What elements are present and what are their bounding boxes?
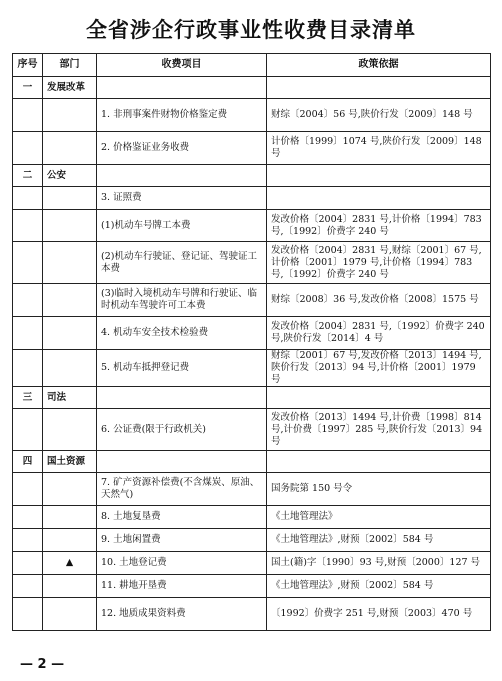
row-number-cell [13, 242, 43, 284]
policy-basis: 国土(籍)字〔1990〕93 号,财预〔2000〕127 号 [267, 552, 491, 575]
table-row [13, 99, 491, 132]
row-dept-cell [43, 242, 97, 284]
fee-item: 5. 机动车抵押登记费 [97, 350, 267, 387]
row-dept-cell [43, 132, 97, 165]
row-number-cell [13, 506, 43, 529]
header-dept: 部门 [43, 54, 97, 77]
fee-item: 9. 土地闲置费 [97, 529, 267, 552]
table-body [13, 77, 491, 631]
policy-basis: 《土地管理法》,财预〔2002〕584 号 [267, 529, 491, 552]
policy-basis: 国务院第 150 号令 [267, 473, 491, 506]
row-number-cell [13, 552, 43, 575]
section-number: 四 [13, 451, 43, 473]
fee-item: 4. 机动车安全技术检验费 [97, 317, 267, 350]
table-row [13, 409, 491, 451]
policy-basis: 财综〔2008〕36 号,发改价格〔2008〕1575 号 [267, 284, 491, 317]
table-header-row [13, 54, 491, 77]
triangle-mark-icon: ▲ [43, 552, 97, 575]
row-number-cell [13, 210, 43, 242]
header-item: 收费项目 [97, 54, 267, 77]
section-basis-cell [267, 165, 491, 187]
policy-basis: 财综〔2004〕56 号,陕价行发〔2009〕148 号 [267, 99, 491, 132]
table-row [13, 552, 491, 575]
section-item-cell [97, 387, 267, 409]
row-dept-cell [43, 317, 97, 350]
fee-item: 11. 耕地开垦费 [97, 575, 267, 598]
row-number-cell [13, 284, 43, 317]
row-dept-cell [43, 210, 97, 242]
table-row [13, 210, 491, 242]
row-dept-cell [43, 99, 97, 132]
policy-basis: 财综〔2001〕67 号,发改价格〔2013〕1494 号,陕价行发〔2013〕94 号,计价格〔2001〕1979 号 [267, 350, 491, 387]
policy-basis: 《土地管理法》 [267, 506, 491, 529]
page-number: — 2 — [20, 657, 65, 672]
section-item-cell [97, 77, 267, 99]
section-item-cell [97, 165, 267, 187]
fee-item: (1)机动车号牌工本费 [97, 210, 267, 242]
fee-item: 3. 证照费 [97, 187, 267, 210]
policy-basis: 发改价格〔2004〕2831 号,〔1992〕价费字 240 号,陕价行发〔2014〕4 号 [267, 317, 491, 350]
section-row [13, 451, 491, 473]
section-basis-cell [267, 451, 491, 473]
fee-item: 2. 价格鉴证业务收费 [97, 132, 267, 165]
fee-item: (2)机动车行驶证、登记证、驾驶证工本费 [97, 242, 267, 284]
fee-item: 7. 矿产资源补偿费(不含煤炭、原油、天然气) [97, 473, 267, 506]
row-number-cell [13, 575, 43, 598]
table-row [13, 132, 491, 165]
row-number-cell [13, 350, 43, 387]
table-row [13, 350, 491, 387]
row-number-cell [13, 409, 43, 451]
table-row [13, 575, 491, 598]
table-row [13, 284, 491, 317]
section-dept: 发展改革 [43, 77, 97, 99]
policy-basis: 发改价格〔2004〕2831 号,财综〔2001〕67 号,计价格〔2001〕1979 号,计价格〔1994〕783 号,〔1992〕价费字 240 号 [267, 242, 491, 284]
table-row [13, 473, 491, 506]
fee-item: 10. 土地登记费 [97, 552, 267, 575]
row-dept-cell [43, 284, 97, 317]
section-number: 三 [13, 387, 43, 409]
row-dept-cell [43, 473, 97, 506]
header-basis: 政策依据 [267, 54, 491, 77]
policy-basis: 《土地管理法》,财预〔2002〕584 号 [267, 575, 491, 598]
fee-item: 1. 非刑事案件财物价格鉴定费 [97, 99, 267, 132]
section-number: 一 [13, 77, 43, 99]
section-dept: 公安 [43, 165, 97, 187]
policy-basis: 计价格〔1999〕1074 号,陕价行发〔2009〕148 号 [267, 132, 491, 165]
fee-table [12, 53, 491, 631]
table-row [13, 317, 491, 350]
section-dept: 司法 [43, 387, 97, 409]
section-row [13, 165, 491, 187]
table-row [13, 242, 491, 284]
row-dept-cell [43, 575, 97, 598]
fee-item: (3)临时入境机动车号牌和行驶证、临时机动车驾驶许可工本费 [97, 284, 267, 317]
section-row [13, 77, 491, 99]
section-item-cell [97, 451, 267, 473]
row-number-cell [13, 473, 43, 506]
section-dept: 国土资源 [43, 451, 97, 473]
table-row [13, 598, 491, 631]
policy-basis: 〔1992〕价费字 251 号,财预〔2003〕470 号 [267, 598, 491, 631]
row-number-cell [13, 598, 43, 631]
policy-basis [267, 187, 491, 210]
header-no: 序号 [13, 54, 43, 77]
row-number-cell [13, 317, 43, 350]
row-number-cell [13, 529, 43, 552]
policy-basis: 发改价格〔2004〕2831 号,计价格〔1994〕783 号,〔1992〕价费字 240 号 [267, 210, 491, 242]
fee-item: 12. 地质成果资料费 [97, 598, 267, 631]
fee-item: 6. 公证费(限于行政机关) [97, 409, 267, 451]
policy-basis: 发改价格〔2013〕1494 号,计价费〔1998〕814 号,计价费〔1997〕285 号,陕价行发〔2013〕94 号 [267, 409, 491, 451]
row-dept-cell [43, 409, 97, 451]
row-number-cell [13, 187, 43, 210]
row-dept-cell [43, 506, 97, 529]
fee-item: 8. 土地复垦费 [97, 506, 267, 529]
section-basis-cell [267, 77, 491, 99]
section-row [13, 387, 491, 409]
document-title: 全省涉企行政事业性收费目录清单 [86, 18, 416, 42]
section-basis-cell [267, 387, 491, 409]
table-row [13, 529, 491, 552]
section-number: 二 [13, 165, 43, 187]
row-number-cell [13, 132, 43, 165]
row-dept-cell [43, 529, 97, 552]
table-row [13, 506, 491, 529]
row-dept-cell [43, 350, 97, 387]
table-row [13, 187, 491, 210]
row-number-cell [13, 99, 43, 132]
row-dept-cell [43, 598, 97, 631]
row-dept-cell [43, 187, 97, 210]
